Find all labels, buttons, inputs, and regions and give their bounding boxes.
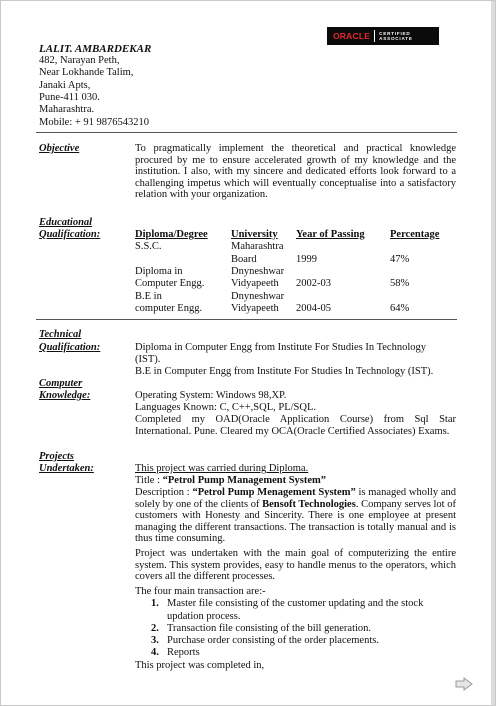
list-item: Master file consisting of the customer updating and the stock: [167, 598, 424, 609]
technical-line: B.E in Computer Engg from Institute For Studies In Technology (IST).: [135, 366, 434, 377]
client-name: Bensoft Technologies: [262, 498, 356, 510]
list-item-continued: updation process.: [167, 611, 241, 622]
table-header-degree: Diploma/Degree: [135, 229, 208, 240]
table-cell-year: 1999: [296, 254, 317, 265]
table-header-university: University: [231, 229, 278, 240]
table-cell-percentage: 47%: [390, 254, 410, 265]
project-goal: Project was undertaken with the main goal of computerizing the entire system. This system provides, easy to handle menus to the operators, which covers all the different processes.: [135, 548, 456, 582]
languages-known: Languages Known: C, C++,SQL, PL/SQL.: [135, 402, 317, 413]
table-cell-percentage: 58%: [390, 278, 410, 289]
mobile-number: Mobile: + 91 9876543210: [39, 117, 150, 128]
project-title: “Petrol Pump Management System”: [162, 475, 327, 486]
table-cell-year: 2002-03: [296, 278, 331, 289]
list-number: 4.: [151, 647, 159, 658]
table-header-percentage: Percentage: [390, 229, 440, 240]
table-cell-degree: computer Engg.: [135, 303, 203, 314]
description-label: Description :: [135, 487, 193, 498]
projects-heading: Undertaken:: [39, 463, 94, 474]
description-mid: is managed wholly and solely by one of the clients of: [135, 487, 457, 510]
table-cell-university: Vidyapeeth: [231, 303, 279, 314]
education-heading: Educational: [39, 217, 93, 228]
section-divider: [36, 132, 457, 133]
address-line: Pune-411 030.: [39, 92, 100, 103]
table-cell-university: Dnyneshwar: [231, 291, 285, 302]
badge-divider: [374, 30, 375, 42]
table-cell-degree: Diploma in: [135, 266, 183, 277]
address-line: Near Lokhande Talim,: [39, 67, 134, 78]
table-cell-university: Vidyapeeth: [231, 278, 279, 289]
table-cell-university: Maharashtra: [231, 241, 284, 252]
technical-line: Diploma in Computer Engg from Institute For Studies In Technology: [135, 342, 427, 353]
address-line: 482, Narayan Peth,: [39, 55, 120, 66]
oracle-logo: ORACLE: [333, 31, 371, 41]
list-item: Transaction file consisting of the bill generation.: [167, 623, 372, 634]
description-end: . Company serves lot of customers with Honesty and Sincerity. There is one employee at present managing the different transactions. The transaction is totally manual and is thus time consuming.: [135, 498, 456, 544]
table-cell-year: 2004-05: [296, 303, 331, 314]
project-title-label: Title :: [135, 475, 163, 486]
list-number: 1.: [151, 598, 159, 609]
project-completed: This project was completed in,: [135, 660, 265, 671]
table-cell-percentage: 64%: [390, 303, 410, 314]
table-cell-degree: S.S.C.: [135, 241, 162, 252]
education-heading: Qualification:: [39, 229, 101, 240]
table-cell-university: Board: [231, 254, 257, 265]
computer-heading: Computer: [39, 378, 83, 389]
project-title-line: [135, 475, 326, 487]
badge-text: [379, 31, 413, 41]
candidate-name: LALIT. AMBARDEKAR: [39, 43, 152, 55]
objective-heading: Objective: [39, 143, 80, 154]
technical-line: (IST).: [135, 354, 161, 365]
address-line: Janaki Apts,: [39, 80, 91, 91]
list-item: Purchase order consisting of the order placements.: [167, 635, 379, 646]
transactions-intro: The four main transaction are:-: [135, 586, 266, 597]
table-cell-degree: Computer Engg.: [135, 278, 205, 289]
description-name: “Petrol Pump Menagement System”: [192, 487, 356, 498]
technical-heading: Qualification:: [39, 342, 101, 353]
table-header-year: Year of Passing: [296, 229, 365, 240]
oracle-courses: Completed my OAD(Oracle Application Course) from Sql Star International. Pune. Cleared my OCA(Oracle Certified Associates) Exams.: [135, 414, 456, 437]
technical-heading: Technical: [39, 329, 82, 340]
projects-heading: Projects: [39, 451, 74, 462]
list-number: 2.: [151, 623, 159, 634]
table-cell-degree: B.E in: [135, 291, 162, 302]
oracle-certified-badge: [327, 27, 439, 45]
project-intro: This project was carried during Diploma.: [135, 463, 309, 474]
operating-system: Operating System: Windows 98,XP.: [135, 390, 287, 401]
address-line: Maharashtra.: [39, 104, 95, 115]
next-page-arrow-icon[interactable]: [455, 677, 473, 691]
badge-associate: ASSOCIATE: [379, 36, 413, 41]
list-number: 3.: [151, 635, 159, 646]
section-divider: [36, 319, 457, 320]
project-description: [135, 487, 456, 545]
table-cell-university: Dnyneshwar: [231, 266, 285, 277]
objective-text: To pragmatically implement the theoretical and practical knowledge procured by me to ensure accelerated growth of my knowledge and the institution. I also, with my sincere and dedicated efforts look forward to a challenging impetus which will eventually conceptualise into a satisfactory relation with your organization.: [135, 143, 456, 200]
list-item: Reports: [167, 647, 200, 658]
badge-certified: CERTIFIED: [379, 31, 411, 36]
computer-heading: Knowledge:: [39, 390, 91, 401]
